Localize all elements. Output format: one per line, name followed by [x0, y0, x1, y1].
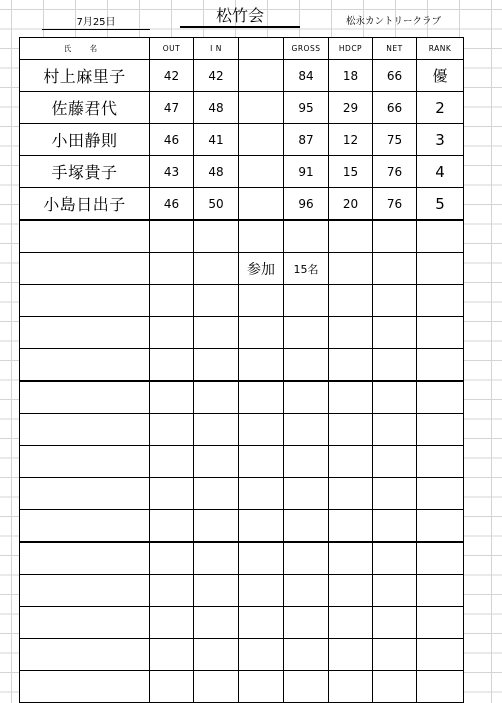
in-score: 50	[194, 188, 239, 221]
player-name: 佐藤君代	[20, 92, 150, 124]
table-row	[20, 156, 464, 188]
out-score: 47	[150, 92, 194, 124]
in-score: 48	[194, 156, 239, 188]
gross-score: 84	[284, 60, 329, 92]
in-score: 48	[194, 92, 239, 124]
net-score: 76	[373, 188, 417, 221]
event-title: 松竹会	[180, 6, 300, 28]
table-row	[20, 124, 464, 156]
empty-row	[20, 478, 464, 510]
gross-score: 96	[284, 188, 329, 221]
out-score: 46	[150, 188, 194, 221]
gross-score: 87	[284, 124, 329, 156]
blank-cell	[239, 156, 284, 188]
empty-row	[20, 607, 464, 639]
rank: 4	[417, 156, 464, 188]
handicap: 29	[329, 92, 373, 124]
in-score: 41	[194, 124, 239, 156]
empty-row	[20, 414, 464, 446]
participants-row	[20, 253, 464, 285]
in-score: 42	[194, 60, 239, 92]
handicap: 15	[329, 156, 373, 188]
out-score: 43	[150, 156, 194, 188]
blank-cell	[239, 60, 284, 92]
rank: 5	[417, 188, 464, 221]
empty-row	[20, 575, 464, 607]
handicap: 12	[329, 124, 373, 156]
empty-row	[20, 639, 464, 671]
empty-row	[20, 542, 464, 575]
gross-score: 91	[284, 156, 329, 188]
handicap: 20	[329, 188, 373, 221]
col-rank-header: RANK	[417, 38, 464, 60]
empty-row	[20, 510, 464, 543]
empty-row	[20, 349, 464, 382]
blank-cell	[239, 124, 284, 156]
empty-row	[20, 671, 464, 703]
blank-cell	[239, 188, 284, 221]
handicap: 18	[329, 60, 373, 92]
col-net-header: NET	[373, 38, 417, 60]
rank: 2	[417, 92, 464, 124]
empty-row	[20, 381, 464, 414]
out-score: 42	[150, 60, 194, 92]
participants-count: 15名	[284, 253, 329, 285]
date-label: 7月25日	[42, 13, 150, 30]
col-gross-header: GROSS	[284, 38, 329, 60]
net-score: 75	[373, 124, 417, 156]
empty-row	[20, 446, 464, 478]
score-table	[19, 37, 464, 703]
rank: 3	[417, 124, 464, 156]
empty-row	[20, 317, 464, 349]
header-row	[20, 38, 464, 60]
net-score: 66	[373, 92, 417, 124]
col-blank-header	[239, 38, 284, 60]
gross-score: 95	[284, 92, 329, 124]
empty-row	[20, 285, 464, 317]
col-name-header: 氏 名	[20, 38, 150, 60]
blank-cell	[239, 92, 284, 124]
player-name: 村上麻里子	[20, 60, 150, 92]
net-score: 76	[373, 156, 417, 188]
net-score: 66	[373, 60, 417, 92]
out-score: 46	[150, 124, 194, 156]
col-out-header: OUT	[150, 38, 194, 60]
player-name: 小田静則	[20, 124, 150, 156]
table-row	[20, 60, 464, 92]
rank: 優	[417, 60, 464, 92]
col-in-header: I N	[194, 38, 239, 60]
table-row	[20, 188, 464, 221]
player-name: 小島日出子	[20, 188, 150, 221]
col-hdcp-header: HDCP	[329, 38, 373, 60]
participants-label: 参加	[239, 253, 284, 285]
empty-row	[20, 220, 464, 253]
club-name: 松永カントリークラブ	[346, 16, 442, 27]
player-name: 手塚貴子	[20, 156, 150, 188]
table-row	[20, 92, 464, 124]
